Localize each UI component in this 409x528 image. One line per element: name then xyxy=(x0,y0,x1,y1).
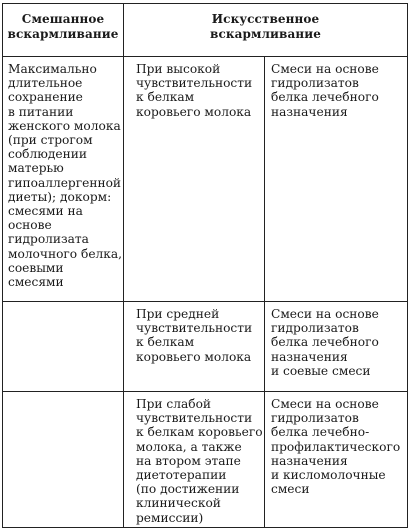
cell-line: смеси xyxy=(271,482,310,497)
cell-line: гидролизатов xyxy=(271,76,359,91)
cell-line: на втором этапе xyxy=(136,453,241,468)
cell-line: ремиссии) xyxy=(136,510,204,525)
cell-line: к белкам xyxy=(136,90,195,105)
cell-line: белка лечебного xyxy=(271,335,379,350)
cell-line: матерью xyxy=(8,161,64,176)
cell-line: гидролизатов xyxy=(271,411,359,426)
cell-line: и соевые смеси xyxy=(271,363,371,378)
sensitivity-cell xyxy=(124,302,265,392)
mixed-feeding-cell xyxy=(3,392,124,528)
cell-line: назначения xyxy=(271,104,348,119)
cell-line: (по достижении xyxy=(136,482,240,497)
cell-line: (при строгом xyxy=(8,133,93,148)
cell-line: и кисломолочные xyxy=(271,468,386,483)
header-artificial-line-2: вскармливание xyxy=(210,27,321,41)
header-artificial-feeding xyxy=(124,4,408,57)
cell-line: коровьего молока xyxy=(136,349,252,364)
cell-line: длительное xyxy=(8,76,83,91)
cell-line: белка лечебного xyxy=(271,90,379,105)
cell-line: Максимально xyxy=(8,62,97,76)
cell-line: Смеси на основе xyxy=(271,397,379,411)
cell-line: профилактического xyxy=(271,439,401,454)
cell-line: гипоаллергенной xyxy=(8,175,122,190)
cell-line: Смеси на основе xyxy=(271,307,379,321)
header-mixed-line-1: Смешанное xyxy=(21,12,105,26)
cell-line: чувствительности xyxy=(136,411,253,426)
table-header-row xyxy=(3,4,408,57)
cell-line: При средней xyxy=(136,307,220,321)
table-row xyxy=(3,302,408,392)
cell-line: смесями на xyxy=(8,204,83,219)
formula-cell xyxy=(265,57,408,302)
cell-line: гидролизатов xyxy=(271,321,359,336)
cell-line: молока, а также xyxy=(136,439,242,454)
cell-line: в питании xyxy=(8,104,74,119)
cell-line: молочного белка, xyxy=(8,246,123,261)
cell-line: диетотерапии xyxy=(136,468,227,483)
mixed-feeding-cell xyxy=(3,302,124,392)
cell-line: коровьего молока xyxy=(136,104,252,119)
cell-line: к белкам xyxy=(136,335,195,350)
cell-line: диеты); докорм: xyxy=(8,189,112,204)
formula-cell xyxy=(265,302,408,392)
cell-line: чувствительности xyxy=(136,321,253,336)
cell-line: соевыми xyxy=(8,260,64,275)
cell-line: гидролизата xyxy=(8,232,89,247)
cell-line: назначения xyxy=(271,349,348,364)
formula-cell xyxy=(265,392,408,528)
mixed-feeding-cell xyxy=(3,57,124,302)
sensitivity-cell xyxy=(124,57,265,302)
feeding-table xyxy=(2,3,408,528)
cell-line: к белкам коровьего xyxy=(136,425,263,440)
cell-line: основе xyxy=(8,218,52,233)
cell-line: При высокой xyxy=(136,62,221,76)
cell-line: соблюдении xyxy=(8,147,87,162)
sensitivity-cell xyxy=(124,392,265,528)
header-artificial-line-1: Искусственное xyxy=(211,12,320,26)
cell-line: смесями xyxy=(8,275,64,290)
cell-line: женского молока xyxy=(8,118,121,133)
table-row xyxy=(3,57,408,302)
table-row xyxy=(3,392,408,528)
cell-line: белка лечебно- xyxy=(271,425,370,440)
cell-line: назначения xyxy=(271,453,348,468)
cell-line: При слабой xyxy=(136,397,212,411)
cell-line: сохранение xyxy=(8,90,83,105)
header-mixed-feeding xyxy=(3,4,124,57)
cell-line: чувствительности xyxy=(136,76,253,91)
cell-line: клинической xyxy=(136,496,221,511)
header-mixed-line-2: вскармливание xyxy=(7,27,119,41)
cell-line: Смеси на основе xyxy=(271,62,379,76)
